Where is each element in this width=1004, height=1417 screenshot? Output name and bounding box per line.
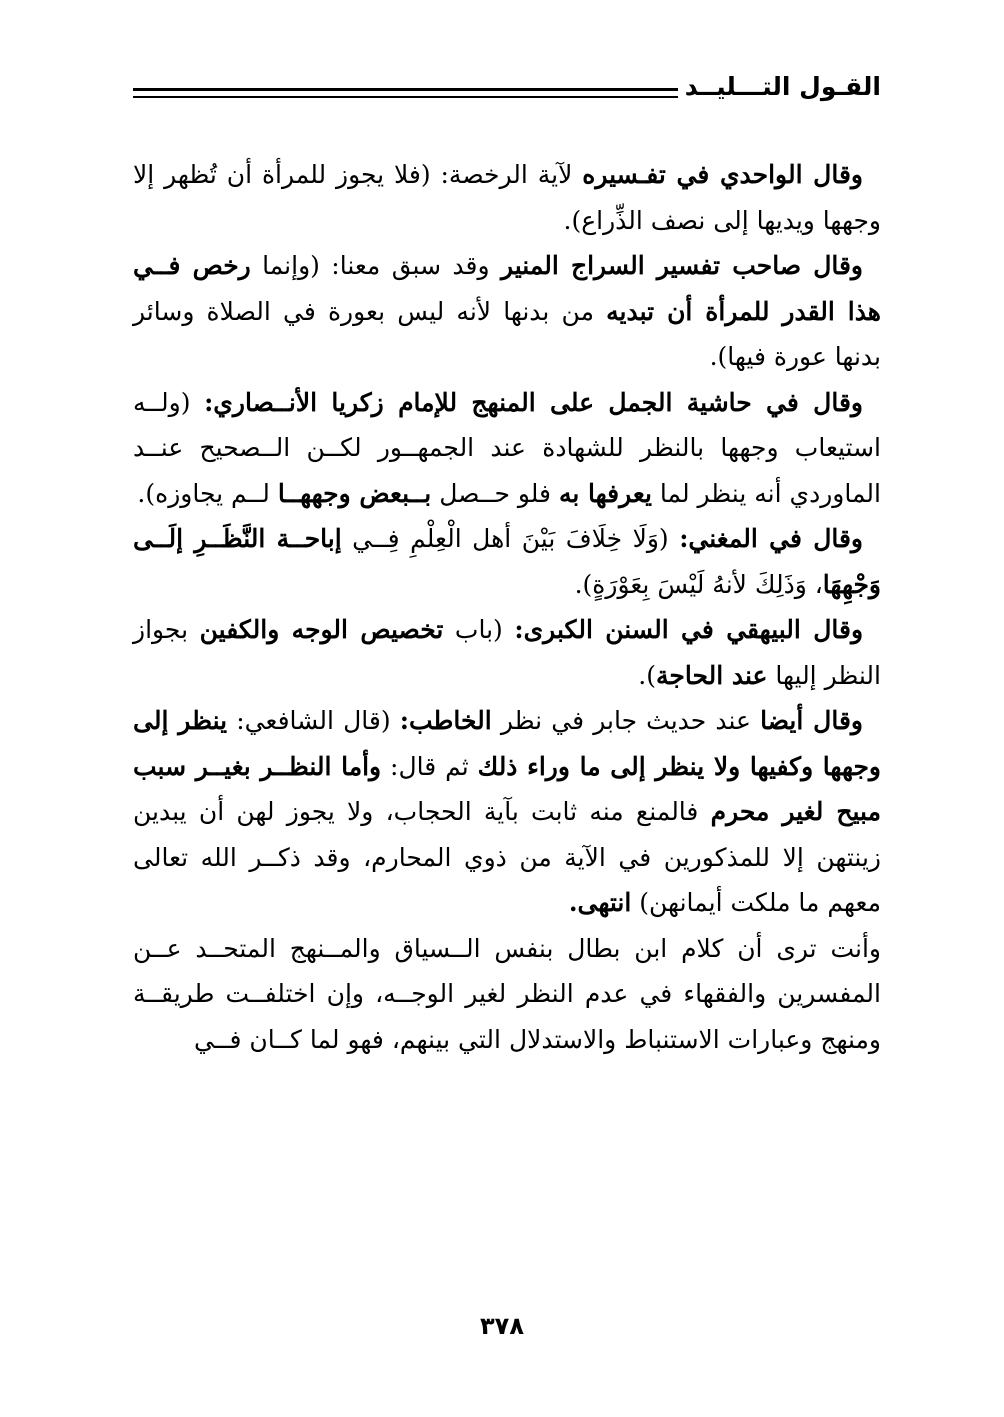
- header-title: القـول التـــليــد: [684, 72, 881, 101]
- text-run: لآية الرخصة: (فلا يجوز للمرأة أن تُظهر إلا وجهها ويديها إلى نصف الذِّراع).: [133, 160, 881, 235]
- body-text: [133, 152, 881, 1062]
- bold-text-run: ينظر إلى وجهها وكفيها ولا ينظر إلى ما وراء ذلك: [133, 706, 881, 781]
- text-run: (ولــه استيعاب وجهها بالنظر للشهادة عند الجمهــور لكــن الــصحيح عنــد الماوردي أنه ينظر لما: [133, 387, 881, 508]
- page-number: ٣٧٨: [480, 1312, 524, 1340]
- text-run: لــم يجاوزه).: [137, 478, 278, 508]
- paragraph: [133, 698, 881, 926]
- text-run: فلو حــصل: [431, 478, 559, 508]
- bold-text-run: إباحــة النَّظَــرِ إلَــى وَجْهِهَا: [133, 524, 881, 599]
- text-run: من بدنها لأنه ليس بعورة في الصلاة وسائر بدنها عورة فيها).: [133, 296, 881, 371]
- paragraph: [133, 380, 881, 517]
- paragraph: [133, 926, 881, 1063]
- paragraph: [133, 607, 881, 698]
- bold-text-run: رخص فــي هذا القدر للمرأة أن تبديه: [133, 251, 881, 326]
- text-run: بجواز النظر إليها: [133, 615, 881, 690]
- text-run: ).: [638, 660, 656, 690]
- text-run: ، وَذَلِكَ لأنهُ لَيْسَ بِعَوْرَةٍ).: [574, 569, 823, 599]
- text-run: فالمنع منه ثابت بآية الحجاب، ولا يجوز لهن أن يبدين زينتهن إلا للمذكورين في الآية من ذوي المحارم، وقد ذكــر الله تعالى معهم ما ملكت أيمانهن): [133, 797, 881, 917]
- paragraph: [133, 243, 881, 380]
- running-header: [133, 72, 881, 108]
- bold-text-run: عند الحاجة: [655, 660, 768, 690]
- text-run: (وَلَا خِلَافَ بَيْنَ أهل الْعِلْمِ فِــي: [341, 524, 680, 553]
- bold-text-run: وقال الواحدي في تفـسيره: [582, 160, 863, 189]
- text-run: ثم قال:: [381, 751, 478, 781]
- paragraph: [133, 152, 881, 243]
- bold-text-run: وقال البيهقي في السنن الكبرى:: [514, 615, 864, 644]
- bold-text-run: وقال في المغني:: [679, 524, 863, 553]
- text-run: (قال الشافعي:: [227, 706, 400, 735]
- paragraph: [133, 516, 881, 607]
- bold-text-run: بــبعض وجههــا: [277, 478, 432, 508]
- bold-text-run: تخصيص الوجه والكفين: [199, 615, 444, 644]
- bold-text-run: انتهى.: [568, 888, 632, 917]
- bold-text-run: يعرفها به: [558, 478, 652, 508]
- bold-text-run: وقال أيضا: [760, 706, 863, 735]
- text-run: عند حديث جابر في نظر: [491, 706, 761, 735]
- bold-text-run: وقال في حاشية الجمل على المنهج للإمام زكريا الأنــصاري:: [204, 387, 863, 417]
- bold-text-run: وقال صاحب تفسير السراج المنير: [500, 251, 864, 280]
- bold-text-run: وأما النظــر بغيــر سبب مبيح لغير محرم: [133, 751, 881, 826]
- text-run: (باب: [443, 615, 515, 644]
- text-run: وقد سبق معنا: (وإنما: [250, 251, 501, 280]
- bold-text-run: الخاطب:: [399, 706, 492, 735]
- text-run: وأنت ترى أن كلام ابن بطال بنفس الــسياق والمــنهج المتحــد عــن المفسرين والفقهاء في عدم النظر لغير الوجــه، وإن اختلفــت طريقــة ومنهج وعبارات الاستنباط والاستدلال التي بينهم، فهو لما كــان فــي: [133, 933, 881, 1054]
- header-double-rule: [133, 88, 678, 98]
